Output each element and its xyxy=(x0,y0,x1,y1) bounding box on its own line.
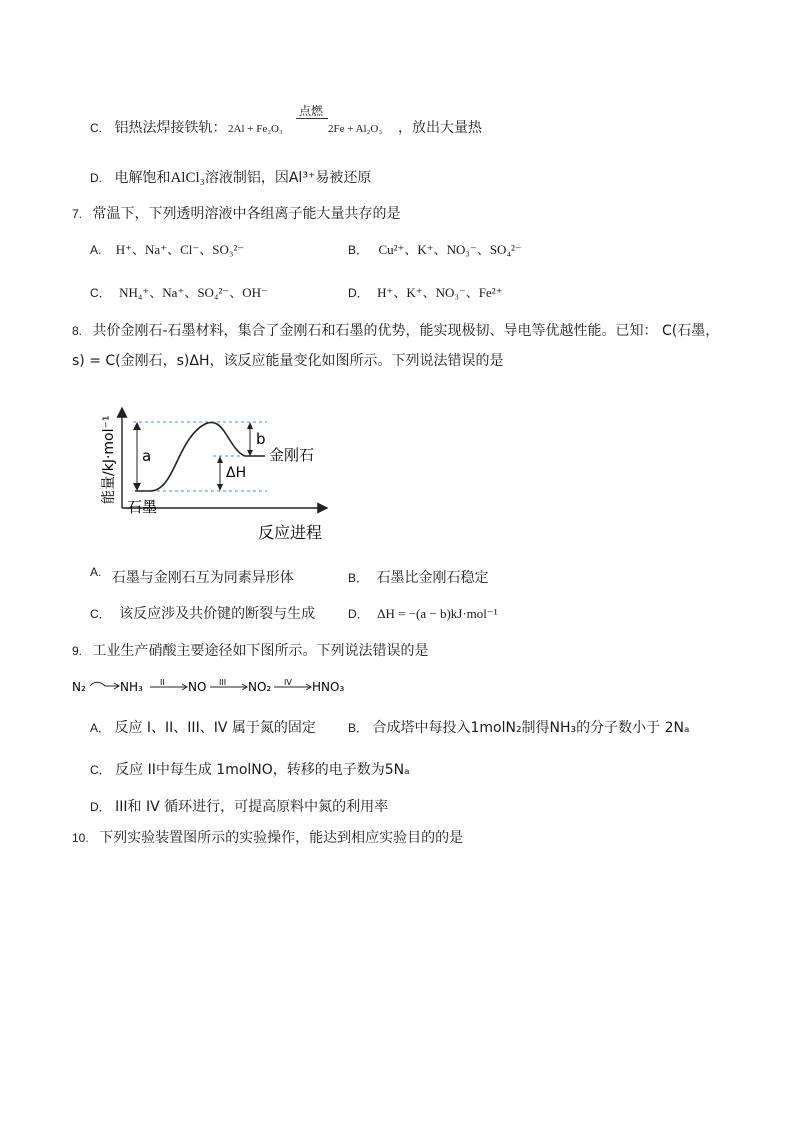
q8-option-d xyxy=(348,604,498,624)
q8-stem-line1 xyxy=(72,321,719,341)
y-axis-label: 能量/kJ·mol⁻¹ xyxy=(101,415,117,504)
arrow-a-top xyxy=(133,422,141,430)
option-text: 石墨与金刚石互为同素异形体 xyxy=(111,570,294,586)
q6-option-d xyxy=(90,168,371,188)
option-text: 电解饱和 xyxy=(114,170,171,186)
q6-c-equation-bar xyxy=(296,118,328,119)
q9-option-d xyxy=(90,797,388,817)
q9-option-b xyxy=(348,718,689,738)
option-label: D． xyxy=(348,286,369,300)
arrow-dh-bottom xyxy=(217,484,223,491)
question-number: 7. xyxy=(72,207,83,221)
option-label: C． xyxy=(90,763,111,777)
x-axis-label: 反应进程 xyxy=(258,523,323,542)
option-text: 反应 I、II、III、IV 属于氮的固定 xyxy=(114,720,316,736)
question-stem: 下列实验装置图所示的实验操作，能达到相应实验目的的是 xyxy=(99,830,464,846)
q6-c-equation-right: 2Fe + Al₂O₃ xyxy=(328,123,383,135)
formula: AlCl₃ xyxy=(170,170,205,186)
arrow-a-bottom xyxy=(133,483,141,491)
option-text: ΔH = −(a − b)kJ·mol⁻¹ xyxy=(377,606,498,621)
flow-arrow-1 xyxy=(90,682,118,686)
option-text: 石墨比金刚石稳定 xyxy=(376,570,489,586)
label-b: b xyxy=(256,430,266,448)
q8-option-b xyxy=(348,568,488,588)
flow-nh3: NH₃ xyxy=(120,680,143,694)
q6-c-condition: 点燃 xyxy=(299,104,324,118)
q10-stem xyxy=(72,828,463,848)
option-text: 合成塔中每投入1molN₂制得NH₃的分子数小于 2Nₐ xyxy=(372,720,690,736)
option-text-2: 溶液制铝，因Al³⁺易被还原 xyxy=(204,170,372,186)
option-text: III和 IV 循环进行，可提高原料中氮的利用率 xyxy=(115,799,389,815)
option-label: A. xyxy=(90,565,102,579)
q7-option-a xyxy=(90,240,244,260)
flow-r3: III xyxy=(219,678,227,687)
option-label: A. xyxy=(90,243,102,257)
label-dh: ΔH xyxy=(226,465,247,481)
question-number: 10. xyxy=(72,831,89,845)
option-label: C． xyxy=(90,607,111,621)
option-text: 反应 II中每生成 1molNO，转移的电子数为5Nₐ xyxy=(115,762,410,778)
option-label: B． xyxy=(348,571,369,585)
option-label: D． xyxy=(348,607,369,621)
q9-stem xyxy=(72,641,428,661)
option-text: Cu²⁺、K⁺、NO₃⁻、SO₄²⁻ xyxy=(378,242,522,257)
option-label: C. xyxy=(90,121,102,135)
label-diamond: 金刚石 xyxy=(269,446,315,464)
flow-no: NO xyxy=(188,680,207,694)
energy-diagram xyxy=(95,400,335,550)
flow-n2: N₂ xyxy=(72,680,86,694)
q6-c-tail: ，放出大量热 xyxy=(398,120,482,136)
question-stem: 共价金刚石-石墨材料，集合了金刚石和石墨的优势，能实现极韧、导电等优越性能。已知： C(石墨， xyxy=(92,323,720,339)
option-text: 铝热法焊接铁轨： xyxy=(114,120,227,136)
option-text: H⁺、K⁺、NO₃⁻、Fe²⁺ xyxy=(377,285,503,300)
label-graphite: 石墨 xyxy=(127,498,158,516)
option-label: D． xyxy=(90,800,111,814)
arrow-b-bottom xyxy=(247,450,253,456)
q6-option-c xyxy=(90,118,226,138)
flow-r4: IV xyxy=(284,678,292,687)
option-text: 该反应涉及共价键的断裂与生成 xyxy=(119,606,316,622)
q7-option-b xyxy=(348,240,522,260)
q8-option-a xyxy=(90,565,294,588)
q7-option-c xyxy=(90,283,268,303)
q9-option-c xyxy=(90,760,410,780)
flow-r2: II xyxy=(160,678,165,687)
label-a: a xyxy=(142,447,152,465)
option-label: B． xyxy=(348,721,369,735)
option-label: C． xyxy=(90,286,111,300)
q8-option-c xyxy=(90,604,315,624)
flow-no2: NO₂ xyxy=(248,680,272,694)
q8-stem-line2: s) = C(金刚石，s)ΔH，该反应能量变化如图所示。下列说法错误的是 xyxy=(72,353,504,369)
question-stem: 常温下，下列透明溶液中各组离子能大量共存的是 xyxy=(92,206,401,222)
option-text: NH₄⁺、Na⁺、SO₄²⁻、OH⁻ xyxy=(119,285,268,300)
flow-hno3: HNO₃ xyxy=(312,680,345,694)
q7-option-d xyxy=(348,283,503,303)
question-number: 9. xyxy=(72,644,83,658)
option-text: H⁺、Na⁺、Cl⁻、SO₃²⁻ xyxy=(115,242,245,257)
option-label: B． xyxy=(348,243,369,257)
q9-option-a xyxy=(90,718,316,738)
nitric-acid-flow xyxy=(72,675,372,699)
question-stem: 工业生产硝酸主要途径如下图所示。下列说法错误的是 xyxy=(92,643,429,659)
q6-c-equation-left: 2Al + Fe₂O₃ xyxy=(228,123,283,135)
question-number: 8. xyxy=(72,324,83,338)
arrow-b-top xyxy=(247,422,253,429)
q7-stem xyxy=(72,204,400,224)
option-label: A． xyxy=(90,721,111,735)
option-label: D. xyxy=(90,171,102,185)
arrow-dh-top xyxy=(217,456,223,463)
